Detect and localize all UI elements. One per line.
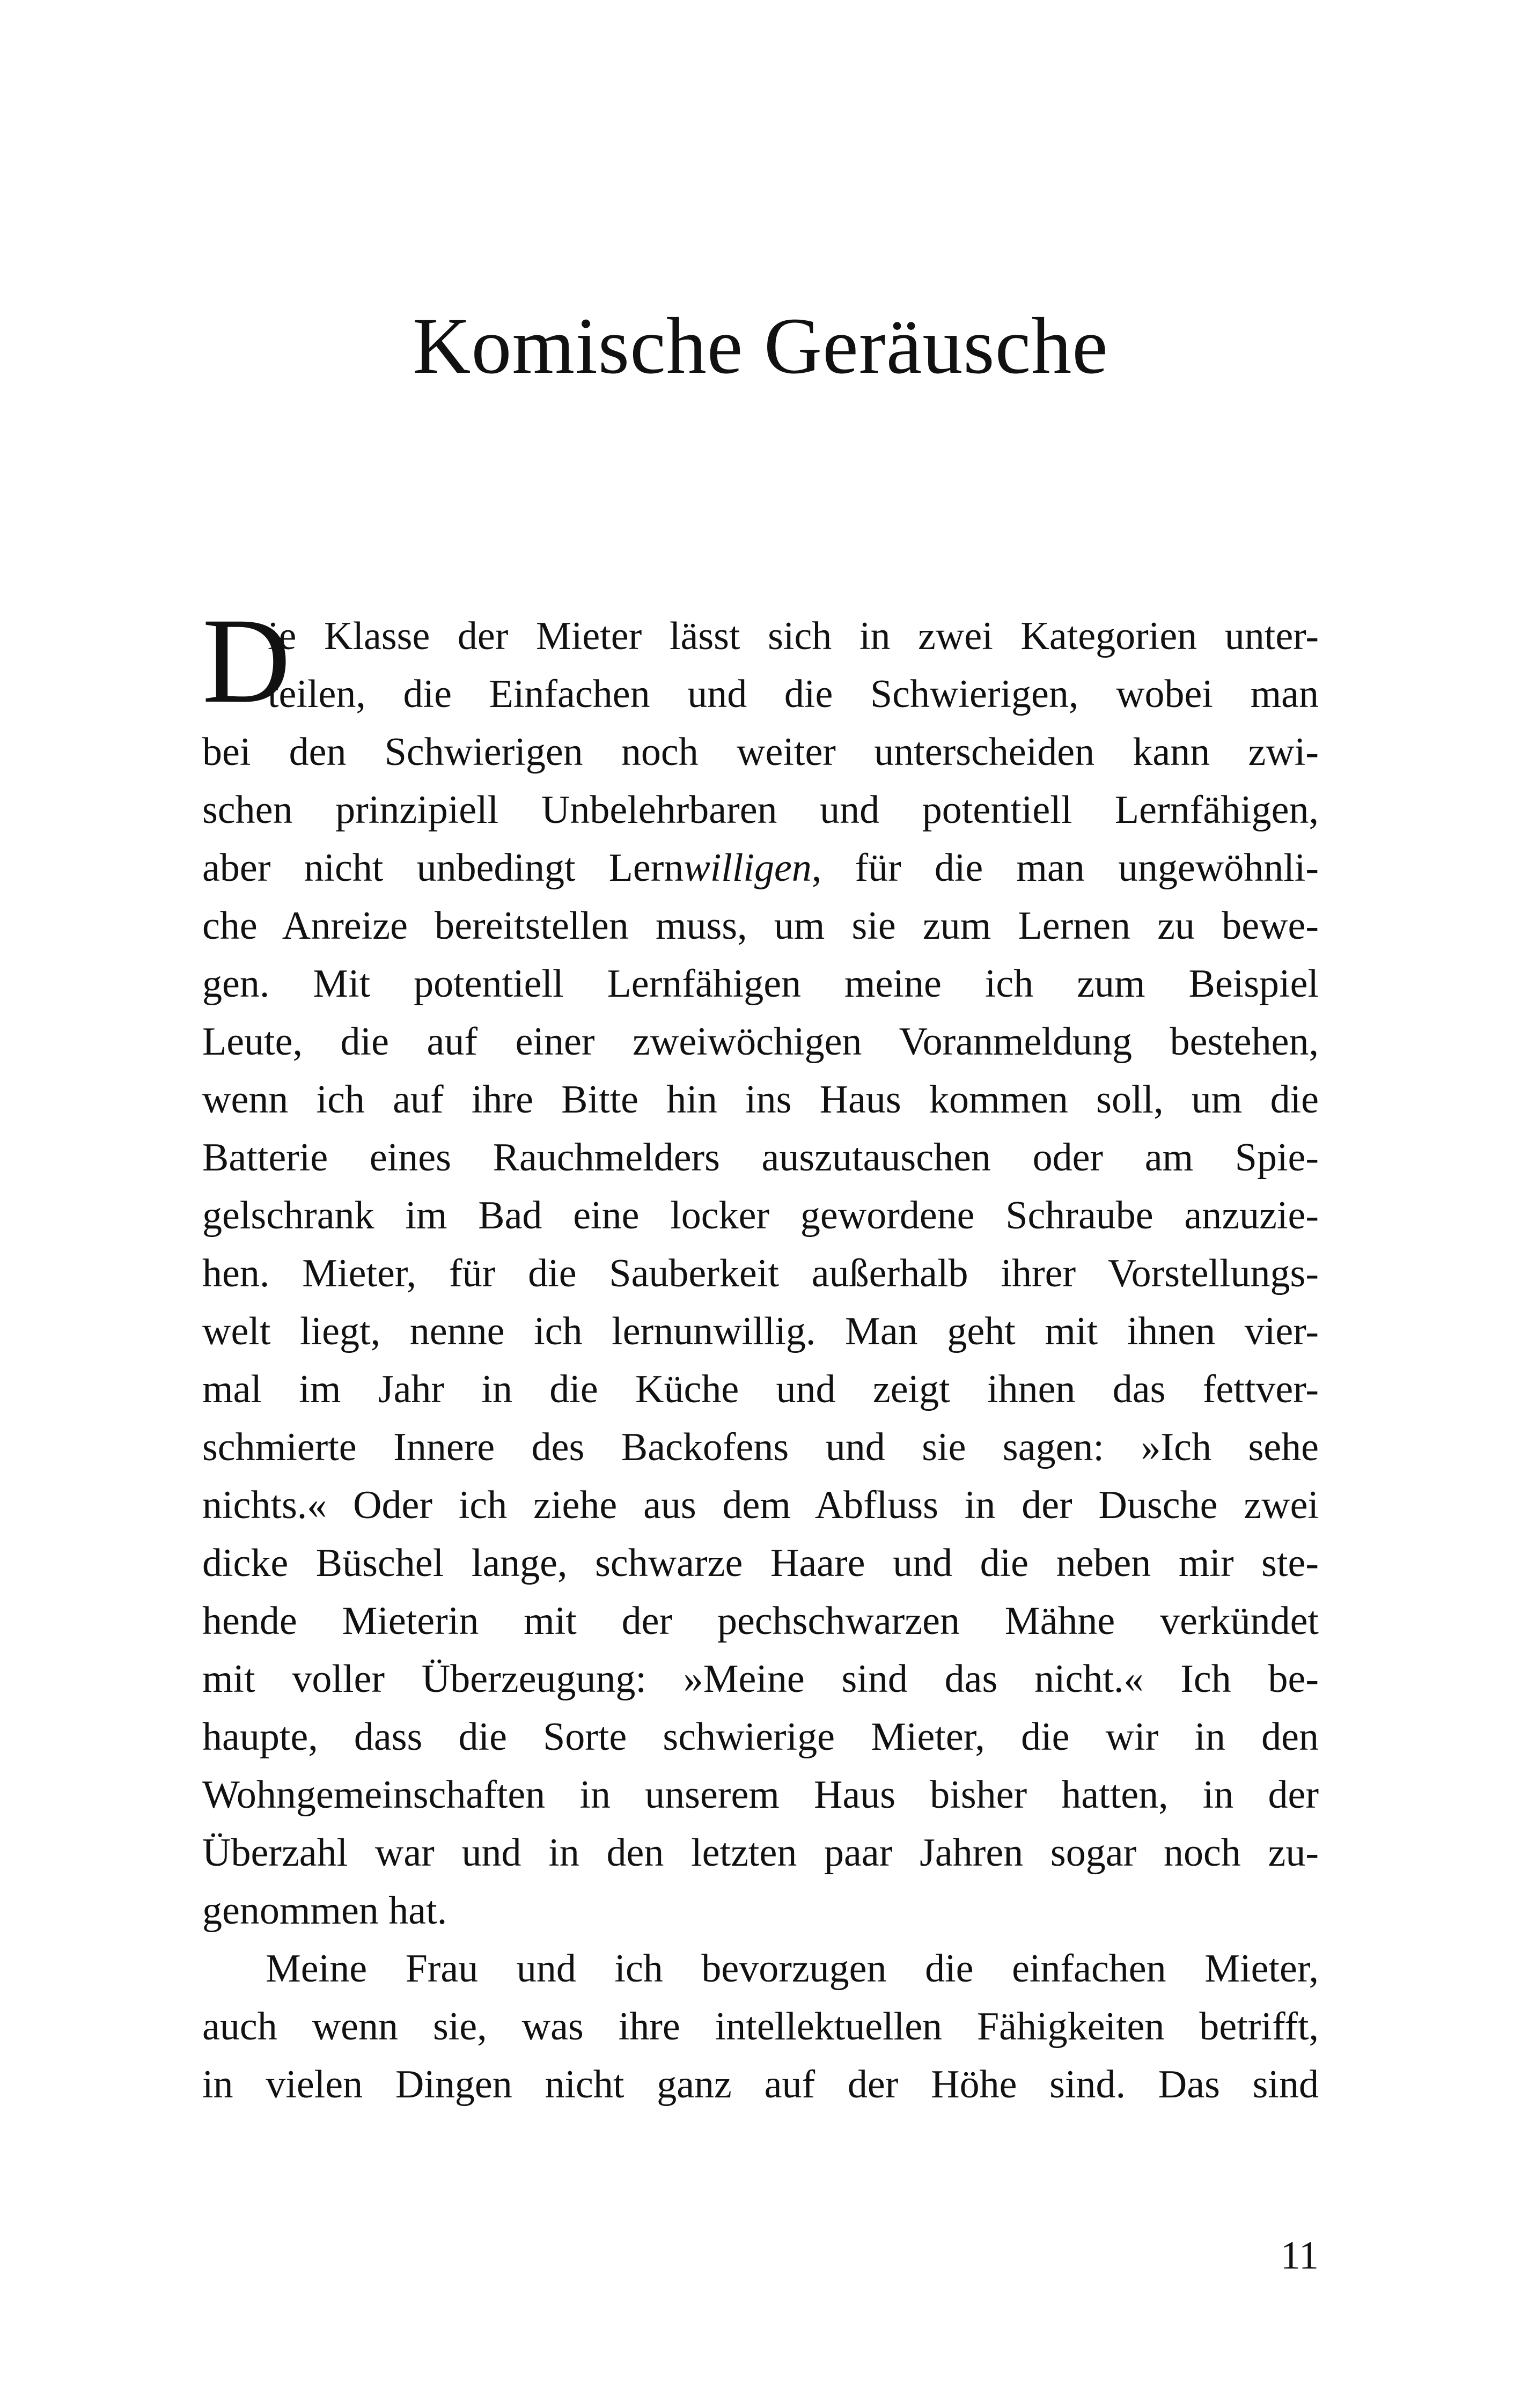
- text-line: che Anreize bereitstellen muss, um sie zum Lernen zu bewe-: [202, 904, 1319, 948]
- text-line: genommen hat.: [202, 1889, 447, 1933]
- text-line: schen prinzipiell Unbelehrbaren und potentiell Lernfähigen,: [202, 788, 1319, 832]
- drop-cap: D: [202, 593, 291, 728]
- text-line: wenn ich auf ihre Bitte hin ins Haus kommen soll, um die: [202, 1078, 1319, 1122]
- text-line: hen. Mieter, für die Sauberkeit außerhalb ihrer Vorstellungs-: [202, 1251, 1319, 1295]
- text-line: nichts.« Oder ich ziehe aus dem Abfluss in der Dusche zwei: [202, 1483, 1319, 1527]
- text-line: Batterie eines Rauchmelders auszutauschen oder am Spie-: [202, 1136, 1319, 1180]
- text-line: Meine Frau und ich bevorzugen die einfachen Mieter,: [266, 1947, 1319, 1991]
- text-line: bei den Schwierigen noch weiter unterscheiden kann zwi-: [202, 730, 1319, 774]
- text-line: welt liegt, nenne ich lernunwillig. Man geht mit ihnen vier-: [202, 1309, 1319, 1353]
- text-segment: aber nicht unbedingt Lern: [202, 846, 684, 890]
- text-line: gelschrank im Bad eine locker gewordene Schraube anzuzie-: [202, 1194, 1319, 1238]
- text-line: mit voller Überzeugung: »Meine sind das nicht.« Ich be-: [202, 1657, 1319, 1701]
- text-line: [202, 839, 1319, 897]
- text-line: schmierte Innere des Backofens und sie sagen: »Ich sehe: [202, 1425, 1319, 1469]
- body-text: [202, 593, 1319, 2114]
- text-line: Leute, die auf einer zweiwöchigen Voranmeldung bestehen,: [202, 1020, 1319, 1064]
- text-line: mal im Jahr in die Küche und zeigt ihnen das fettver-: [202, 1367, 1319, 1411]
- text-line: in vielen Dingen nicht ganz auf der Höhe sind. Das sind: [202, 2063, 1319, 2107]
- text-line: dicke Büschel lange, schwarze Haare und die neben mir ste-: [202, 1541, 1319, 1585]
- chapter-title: Komische Geräusche: [413, 301, 1108, 391]
- text-line: hende Mieterin mit der pechschwarzen Mähne verkündet: [202, 1599, 1319, 1643]
- paragraph-1: [202, 593, 1319, 1940]
- paragraph-2: [202, 1940, 1319, 2114]
- text-segment: , für die man ungewöhnli-: [811, 846, 1319, 890]
- text-line: auch wenn sie, was ihre intellektuellen Fähigkeiten betrifft,: [202, 2005, 1319, 2049]
- emphasis-word: willigen: [684, 846, 812, 890]
- text-line: Überzahl war und in den letzten paar Jahren sogar noch zu-: [202, 1831, 1319, 1875]
- text-line: teilen, die Einfachen und die Schwierigen, wobei man: [268, 672, 1319, 716]
- page-number: 11: [1280, 2234, 1319, 2278]
- text-line: haupte, dass die Sorte schwierige Mieter, die wir in den: [202, 1715, 1319, 1759]
- text-line: ie Klasse der Mieter lässt sich in zwei Kategorien unter-: [268, 614, 1319, 658]
- text-line: gen. Mit potentiell Lernfähigen meine ich zum Beispiel: [202, 962, 1319, 1006]
- text-line: Wohngemeinschaften in unserem Haus bisher hatten, in der: [202, 1773, 1319, 1817]
